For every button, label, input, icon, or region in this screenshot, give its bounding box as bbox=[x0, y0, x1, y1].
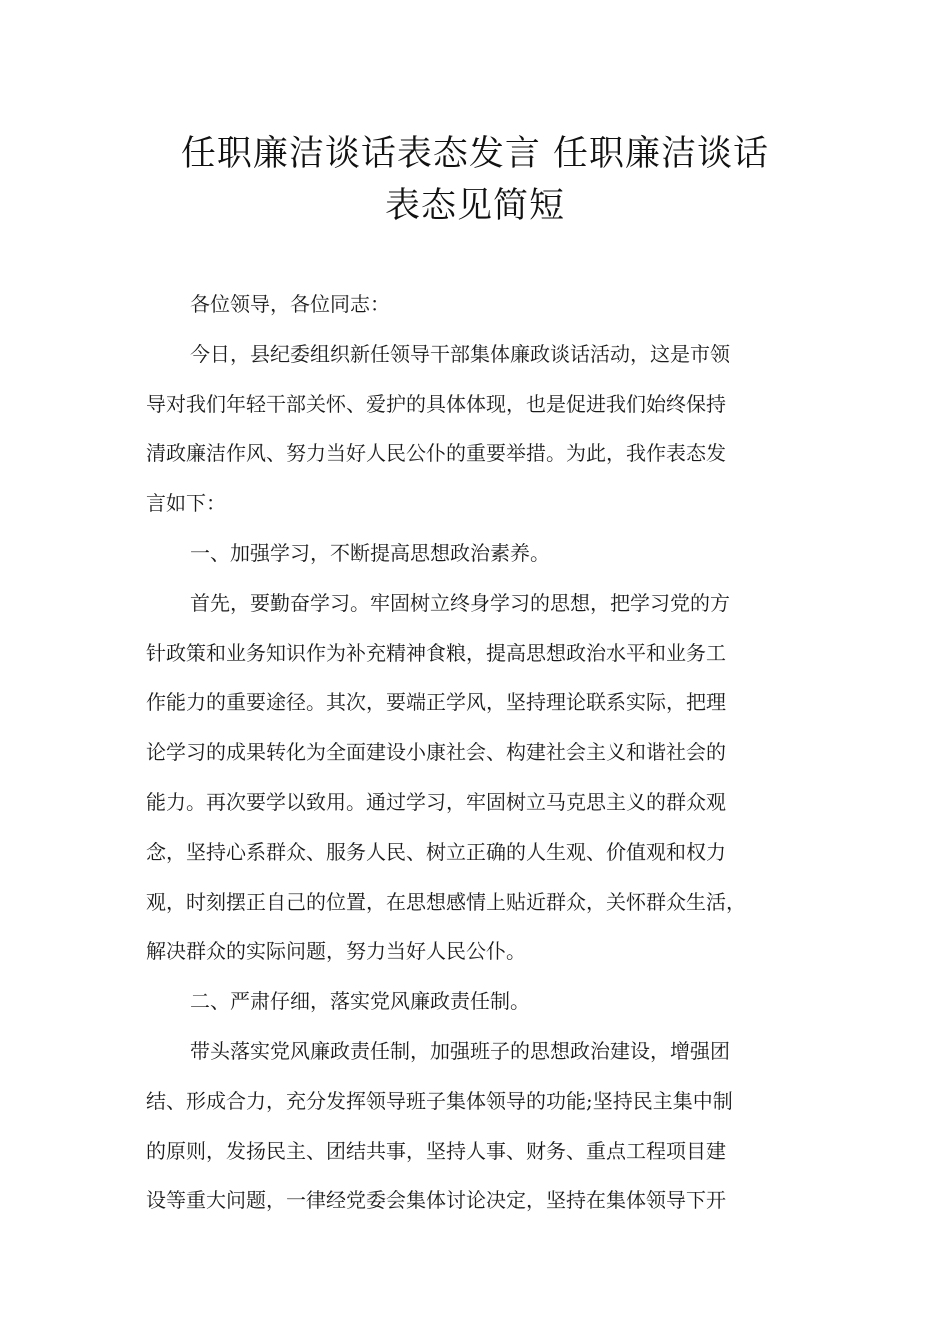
text-line: 今日，县纪委组织新任领导干部集体廉政谈话活动，这是市领 bbox=[190, 341, 730, 366]
text-line: 针政策和业务知识作为补充精神食粮，提高思想政治水平和业务工 bbox=[146, 640, 726, 665]
text-line: 观，时刻摆正自己的位置，在思想感情上贴近群众，关怀群众生活， bbox=[146, 889, 746, 914]
text-line: 首先，要勤奋学习。牢固树立终身学习的思想，把学习党的方 bbox=[190, 590, 730, 615]
text-line: 解决群众的实际问题，努力当好人民公仆。 bbox=[146, 939, 526, 964]
text-line: 论学习的成果转化为全面建设小康社会、构建社会主义和谐社会的 bbox=[146, 740, 726, 765]
text-line: 作能力的重要途径。其次，要端正学风，坚持理论联系实际，把理 bbox=[146, 690, 726, 715]
text-line: 的原则，发扬民主、团结共事，坚持人事、财务、重点工程项目建 bbox=[146, 1138, 726, 1163]
text-line: 设等重大问题，一律经党委会集体讨论决定，坚持在集体领导下开 bbox=[146, 1188, 726, 1213]
text-line: 二、严肃仔细，落实党风廉政责任制。 bbox=[190, 989, 530, 1014]
text-line: 导对我们年轻干部关怀、爱护的具体体现，也是促进我们始终保持 bbox=[146, 391, 726, 416]
title-line-1: 任职廉洁谈话表态发言 任职廉洁谈话 bbox=[180, 134, 770, 174]
page-title bbox=[110, 128, 840, 232]
title-line-2: 表态见简短 bbox=[384, 186, 565, 226]
text-line: 带头落实党风廉政责任制，加强班子的思想政治建设，增强团 bbox=[190, 1038, 730, 1063]
text-line: 各位领导，各位同志： bbox=[190, 292, 390, 316]
text-line: 结、形成合力，充分发挥领导班子集体领导的功能;坚持民主集中制 bbox=[146, 1088, 733, 1113]
text-line: 言如下： bbox=[146, 491, 226, 516]
text-line: 一、加强学习，不断提高思想政治素养。 bbox=[190, 540, 550, 565]
text-line: 念，坚持心系群众、服务人民、树立正确的人生观、价值观和权力 bbox=[146, 839, 726, 864]
document-body bbox=[146, 280, 826, 1226]
text-line: 能力。再次要学以致用。通过学习，牢固树立马克思主义的群众观 bbox=[146, 789, 726, 814]
text-line: 清政廉洁作风、努力当好人民公仆的重要举措。为此，我作表态发 bbox=[146, 441, 726, 466]
